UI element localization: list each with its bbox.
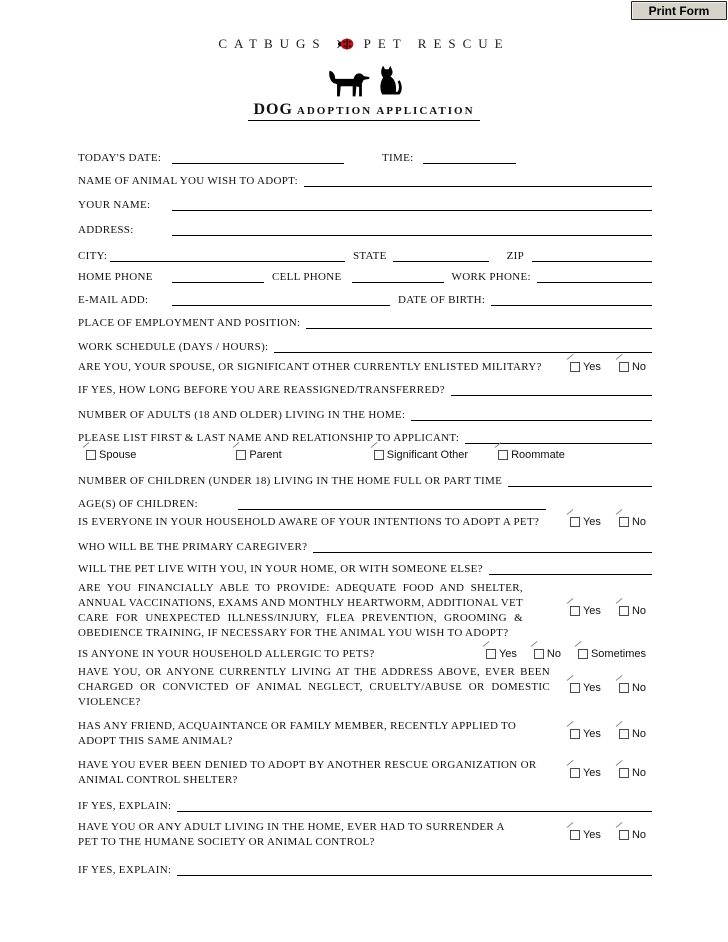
yes-label: Yes [582,767,601,779]
significant-other-label: Significant Other [386,449,469,461]
denied-yes-no-group [570,767,646,779]
reassigned-label: IF YES, HOW LONG BEFORE YOU ARE REASSIGNED/TRANSFERRED? [78,384,445,396]
friend-applied-no-option [619,728,646,740]
allergic-label: IS ANYONE IN YOUR HOUSEHOLD ALLERGIC TO PETS? [78,648,375,660]
row-employment [78,316,652,329]
friend-applied-label: HAS ANY FRIEND, ACQUAINTANCE OR FAMILY MEMBER, RECENTLY APPLIED TO ADOPT THIS SAME ANIMAL? [78,720,517,747]
charged-no-checkbox[interactable] [619,683,629,693]
application-form [78,151,652,876]
caregiver-label: WHO WILL BE THE PRIMARY CAREGIVER? [78,541,308,553]
sometimes-label: Sometimes [590,648,646,660]
no-label: No [631,681,646,694]
no-label: No [546,648,561,660]
household-aware-yes-no-group [570,516,646,528]
org-name-line [0,36,728,52]
row-allergic [78,648,652,660]
relationship-label: PLEASE LIST FIRST & LAST NAME AND RELATIONSHIP TO APPLICANT: [78,432,460,444]
row-caregiver [78,540,652,553]
charged-label: HAVE YOU, OR ANYONE CURRENTLY LIVING AT THE ADDRESS ABOVE, EVER BEEN CHARGED OR CONVICTED OF ANIMAL NEGLECT, CRUELTY/ABUSE OR DOMESTIC VIOLENCE? [78,666,550,708]
allergic-no-option [534,648,561,660]
significant-other-option [374,449,468,461]
parent-checkbox[interactable] [236,450,246,460]
no-label: No [631,728,646,740]
yes-label: Yes [582,605,601,617]
pet-silhouettes [0,55,728,99]
no-label: No [631,767,646,779]
row-children [78,474,652,487]
denied-yes-option [570,767,601,779]
ladybug-icon [337,37,354,51]
allergic-sometimes-checkbox[interactable] [578,649,588,659]
charged-yes-option [570,682,601,694]
row-if-yes-explain-2 [78,863,652,876]
denied-no-option [619,767,646,779]
row-animal-name [78,174,652,187]
row-adults [78,408,652,421]
email-label: E-MAIL ADD: [78,294,149,306]
row-your-name [78,198,652,211]
row-if-yes-explain-1 [78,799,652,812]
city-label: CITY: [78,250,108,262]
friend-applied-yes-checkbox[interactable] [570,729,580,739]
no-label: No [631,605,646,617]
friend-applied-yes-no-group [570,728,646,740]
state-field-line[interactable] [393,249,489,262]
spouse-label: Spouse [99,449,137,461]
roommate-checkbox[interactable] [498,450,508,460]
row-relationship [78,431,652,444]
city-field-line[interactable] [110,249,345,262]
cat-silhouette-icon [376,63,403,99]
row-email-dob [78,293,652,306]
row-live-with [78,562,652,575]
allergic-sometimes-option [578,648,646,660]
your-name-label: YOUR NAME: [78,199,151,211]
financially-yes-option [570,605,601,617]
surrender-yes-no-group [570,829,646,841]
parent-option [236,449,281,461]
friend-applied-no-checkbox[interactable] [619,729,629,739]
form-title [0,101,728,121]
row-reassigned [78,383,652,396]
roommate-label: Roommate [511,449,565,461]
cell-phone-field-line[interactable] [352,270,444,283]
military-yes-checkbox[interactable] [570,362,580,372]
time-field-line[interactable] [423,151,516,164]
financially-no-option [619,605,646,617]
row-city-state-zip [78,249,652,262]
if-yes-explain-field-line-1[interactable] [177,799,652,812]
dog-silhouette-icon [326,68,372,99]
reassigned-field-line[interactable] [451,383,652,396]
form-header [0,0,728,121]
animal-name-field-line[interactable] [304,174,652,187]
row-children-ages [78,497,652,510]
surrender-yes-option [570,829,601,841]
schedule-label: WORK SCHEDULE (DAYS / HOURS): [78,341,269,353]
home-phone-field-line[interactable] [172,270,264,283]
animal-name-label: NAME OF ANIMAL YOU WISH TO ADOPT: [78,175,298,187]
denied-no-checkbox[interactable] [619,768,629,778]
row-financially [78,581,652,641]
financially-label: ARE YOU FINANCIALLY ABLE TO PROVIDE: ADEQUATE FOOD AND SHELTER, ANNUAL VACCINATIONS, EXAMS AND MONTHLY HEARTWORM, ADDITIONAL VET CARE FOR UNEXPECTED ILLNESS/INJURY, FLEA PREVENTION, GROOMING & OBEDIENCE TRAINING, IF NECESSARY FOR THE ANIMAL YOU WISH TO ADOPT? [78,582,523,639]
work-phone-field-line[interactable] [537,270,652,283]
work-phone-label: WORK PHONE: [451,271,531,283]
military-no-option [619,361,646,373]
print-form-button[interactable]: Print Form [631,1,727,20]
live-with-label: WILL THE PET LIVE WITH YOU, IN YOUR HOME, OR WITH SOMEONE ELSE? [78,563,483,575]
allergic-yes-checkbox[interactable] [486,649,496,659]
yes-label: Yes [582,681,601,694]
parent-label: Parent [249,449,282,461]
schedule-field-line[interactable] [274,340,652,353]
yes-label: Yes [582,829,601,841]
your-name-field-line[interactable] [172,198,652,211]
military-yes-no-group [570,361,646,373]
row-address [78,223,652,236]
zip-label: ZIP [506,250,525,262]
household-aware-yes-option [570,516,601,528]
if-yes-explain-field-line-2[interactable] [177,863,652,876]
surrender-no-checkbox[interactable] [619,830,629,840]
friend-applied-yes-option [570,728,601,740]
military-no-checkbox[interactable] [619,362,629,372]
financially-yes-no-group [570,605,646,617]
no-label: No [631,829,646,841]
row-date-time [78,151,652,164]
adults-field-line[interactable] [411,408,652,421]
children-ages-label: AGE(S) OF CHILDREN: [78,498,198,510]
row-relationship-options [78,449,652,461]
children-label: NUMBER OF CHILDREN (UNDER 18) LIVING IN THE HOME FULL OR PART TIME [78,475,503,487]
no-label: No [631,516,646,528]
email-field-line[interactable] [172,293,390,306]
row-friend-applied [78,719,652,749]
row-household-aware [78,516,652,528]
address-label: ADDRESS: [78,224,134,236]
military-label: ARE YOU, YOUR SPOUSE, OR SIGNIFICANT OTHER CURRENTLY ENLISTED MILITARY? [78,361,542,373]
home-phone-label: HOME PHONE [78,271,153,283]
zip-field-line[interactable] [532,249,652,262]
form-title-rest: ADOPTION APPLICATION [296,105,475,117]
org-name-left: CATBUGS [218,36,327,51]
form-title-strong: DOG [253,101,293,118]
employment-field-line[interactable] [306,316,652,329]
surrender-yes-checkbox[interactable] [570,830,580,840]
address-field-line[interactable] [172,223,652,236]
denied-label: HAVE YOU EVER BEEN DENIED TO ADOPT BY ANOTHER RESCUE ORGANIZATION OR ANIMAL CONTROL SHELTER? [78,759,537,786]
surrender-label: HAVE YOU OR ANY ADULT LIVING IN THE HOME, EVER HAD TO SURRENDER A PET TO THE HUMANE SOCIETY OR ANIMAL CONTROL? [78,821,505,848]
household-aware-no-checkbox[interactable] [619,517,629,527]
todays-date-label: TODAY'S DATE: [78,152,162,164]
allergic-options-group [486,648,646,660]
dob-field-line[interactable] [491,293,652,306]
yes-label: Yes [582,361,601,373]
todays-date-field-line[interactable] [172,151,344,164]
spouse-checkbox[interactable] [86,450,96,460]
household-aware-no-option [619,516,646,528]
time-label: TIME: [382,152,414,164]
relationship-field-line[interactable] [465,431,652,444]
allergic-no-checkbox[interactable] [534,649,544,659]
yes-label: Yes [498,648,517,660]
significant-other-checkbox[interactable] [374,450,384,460]
adults-label: NUMBER OF ADULTS (18 AND OLDER) LIVING IN THE HOME: [78,409,406,421]
charged-yes-checkbox[interactable] [570,683,580,693]
roommate-option [498,449,565,461]
military-yes-option [570,361,601,373]
row-schedule [78,340,652,353]
caregiver-field-line[interactable] [313,540,652,553]
household-aware-yes-checkbox[interactable] [570,517,580,527]
dob-label: DATE OF BIRTH: [398,294,486,306]
live-with-field-line[interactable] [489,562,652,575]
financially-no-checkbox[interactable] [619,606,629,616]
no-label: No [631,361,646,373]
if-yes-explain-label: IF YES, EXPLAIN: [78,800,172,812]
financially-yes-checkbox[interactable] [570,606,580,616]
children-field-line[interactable] [508,474,652,487]
household-aware-label: IS EVERYONE IN YOUR HOUSEHOLD AWARE OF YOUR INTENTIONS TO ADOPT A PET? [78,516,540,528]
row-military [78,361,652,373]
row-charged [78,665,652,710]
org-name-right: PET RESCUE [363,36,510,51]
denied-yes-checkbox[interactable] [570,768,580,778]
row-denied [78,758,652,788]
charged-yes-no-group [570,682,646,694]
charged-no-option [619,682,646,694]
employment-label: PLACE OF EMPLOYMENT AND POSITION: [78,317,301,329]
spouse-option [86,449,136,461]
yes-label: Yes [582,728,601,740]
cell-phone-label: CELL PHONE [272,271,342,283]
row-surrender [78,820,652,850]
if-yes-explain-label: IF YES, EXPLAIN: [78,864,172,876]
allergic-yes-option [486,648,517,660]
yes-label: Yes [582,516,601,528]
children-ages-field-line[interactable] [238,497,546,510]
row-phones [78,270,652,283]
surrender-no-option [619,829,646,841]
state-label: STATE [353,250,387,262]
